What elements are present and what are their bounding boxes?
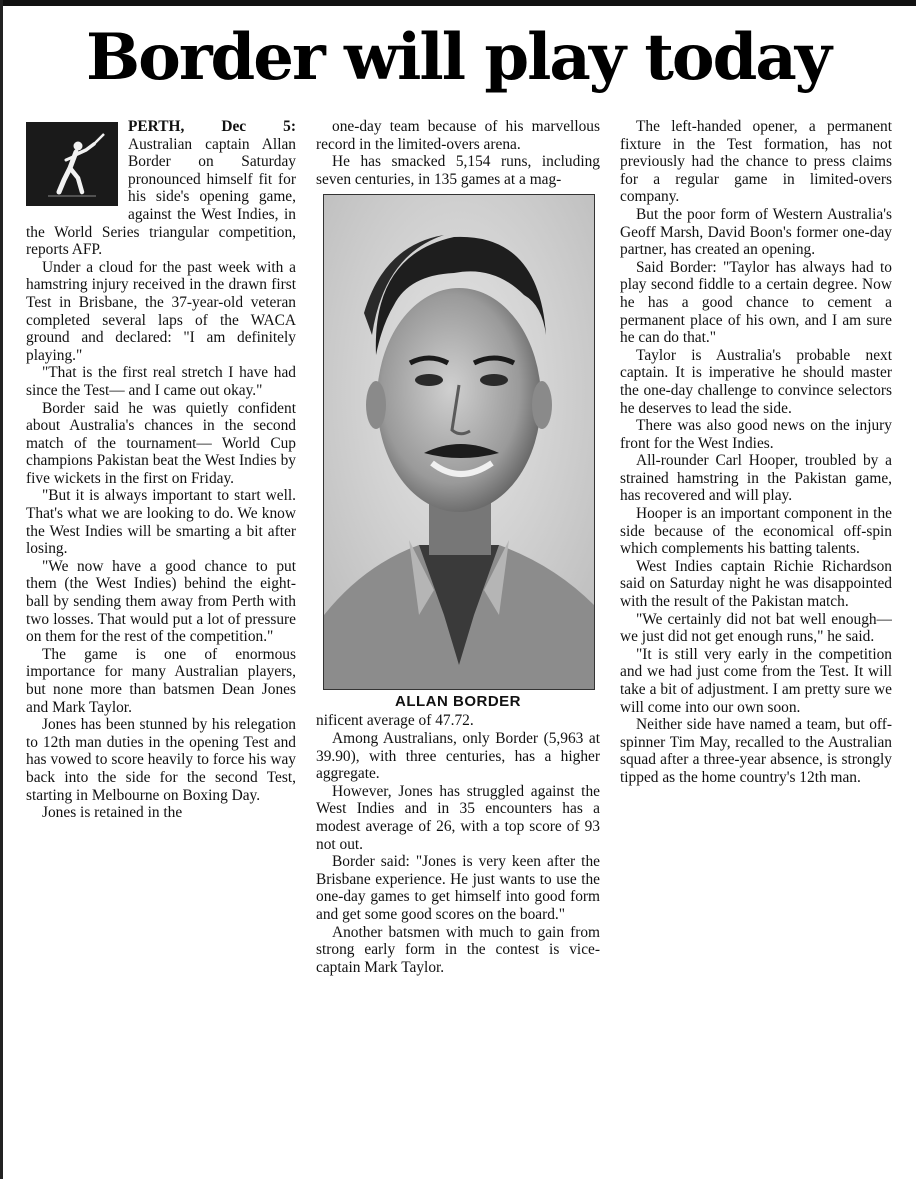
dateline: PERTH, Dec 5:: [128, 118, 296, 135]
paragraph: He has smacked 5,154 runs, including seven centuries, in 135 games at a mag-: [316, 153, 600, 188]
paragraph: There was also good news on the injury front for the West Indies.: [620, 417, 892, 452]
portrait-photo: [323, 194, 595, 690]
article-column-1: [26, 118, 296, 1173]
paragraph: Another batsmen with much to gain from strong early form in the contest is vice-captain Mark Taylor.: [316, 923, 600, 976]
cricket-logo-icon: [26, 122, 118, 206]
paragraph: Jones has been stunned by his relegation to 12th man duties in the opening Test and has vowed to score heavily to force his way back into the side for the second Test, starting in Melbourne on Boxing Day.: [26, 716, 296, 804]
paragraph: Said Border: "Taylor has always had to play second fiddle to a certain degree. Now he has a good chance to cement a permanent place of his own, and I am sure he can do that.": [620, 258, 892, 347]
paragraph: "It is still very early in the competition and we had just come from the Test. It will take a bit of adjustment. I am pretty sure we will come into our own soon.: [620, 645, 892, 716]
paragraph: Under a cloud for the past week with a hamstring injury received in the drawn first Test in Brisbane, the 37-year-old veteran completed several laps of the WACA ground and declared: "I am definitely playing.": [26, 258, 296, 364]
paragraph: The left-handed opener, a permanent fixture in the Test formation, has not previously had the chance to press claims for a regular game in limited-overs company.: [620, 118, 892, 206]
paragraph: Border said he was quietly confident about Australia's chances in the second match of the tournament— World Cup champions Pakistan beat the West Indies by five wickets in the first on Friday.: [26, 399, 296, 487]
paragraph: However, Jones has struggled against the West Indies and in 35 encounters has a modest average of 26, with a top score of 93 not out.: [316, 782, 600, 853]
paragraph: "But it is always important to start well. That's what we are looking to do. We know the West Indies will be smarting a bit after losing.: [26, 487, 296, 558]
paragraph: Neither side have named a team, but off-spinner Tim May, recalled to the Australian squad after a three-year absence, is strongly tipped as the home country's 12th man.: [620, 716, 892, 786]
left-rule: [0, 0, 3, 1179]
paragraph: But the poor form of Western Australia's Geoff Marsh, David Boon's former one-day partner, has created an opening.: [620, 205, 892, 259]
paragraph: The game is one of enormous importance for many Australian players, but none more than batsmen Dean Jones and Mark Taylor.: [26, 645, 296, 716]
article-column-3: [620, 118, 892, 1173]
photo-caption: ALLAN BORDER: [395, 693, 521, 711]
paragraph: Hooper is an important component in the side because of the economical off-spin which complements his batting talents.: [620, 505, 892, 558]
top-rule: [0, 0, 916, 6]
paragraph: "That is the first real stretch I have had since the Test— and I came out okay.": [26, 364, 296, 399]
paragraph: nificent average of 47.72.: [316, 712, 474, 730]
paragraph: Border said: "Jones is very keen after the Brisbane experience. He just wants to use the one-day games to get himself into good form and get some good scores on the board.": [316, 853, 600, 923]
paragraph: Jones is retained in the: [42, 804, 183, 822]
paragraph: "We certainly did not bat well enough— we just did not get enough runs," he said.: [620, 610, 892, 646]
paragraph: one-day team because of his marvellous record in the limited-overs arena.: [316, 118, 600, 153]
paragraph: All-rounder Carl Hooper, troubled by a strained hamstring in the Pakistan game, has recovered and will play.: [620, 452, 892, 505]
headline: Border will play today: [86, 20, 830, 95]
paragraph: Among Australians, only Border (5,963 at 39.90), with three centuries, has a higher aggregate.: [316, 729, 600, 783]
paragraph: "We now have a good chance to put them (the West Indies) behind the eight-ball by sending them away from Perth with two losses. That would put a lot of pressure on them for the rest of the competition.": [26, 557, 296, 646]
lead-paragraph: Australian captain Allan Border on Saturday pronounced himself fit for his side's opening game, against the West Indies, in the World Series triangular competition, reports AFP.: [26, 135, 296, 259]
paragraph: West Indies captain Richie Richardson said on Saturday night he was disappointed with the result of the Pakistan match.: [620, 557, 892, 611]
article-column-2: [316, 118, 600, 1173]
paragraph: Taylor is Australia's probable next captain. It is imperative he should master the one-day challenge to convince selectors he deserves to lead the side.: [620, 346, 892, 417]
